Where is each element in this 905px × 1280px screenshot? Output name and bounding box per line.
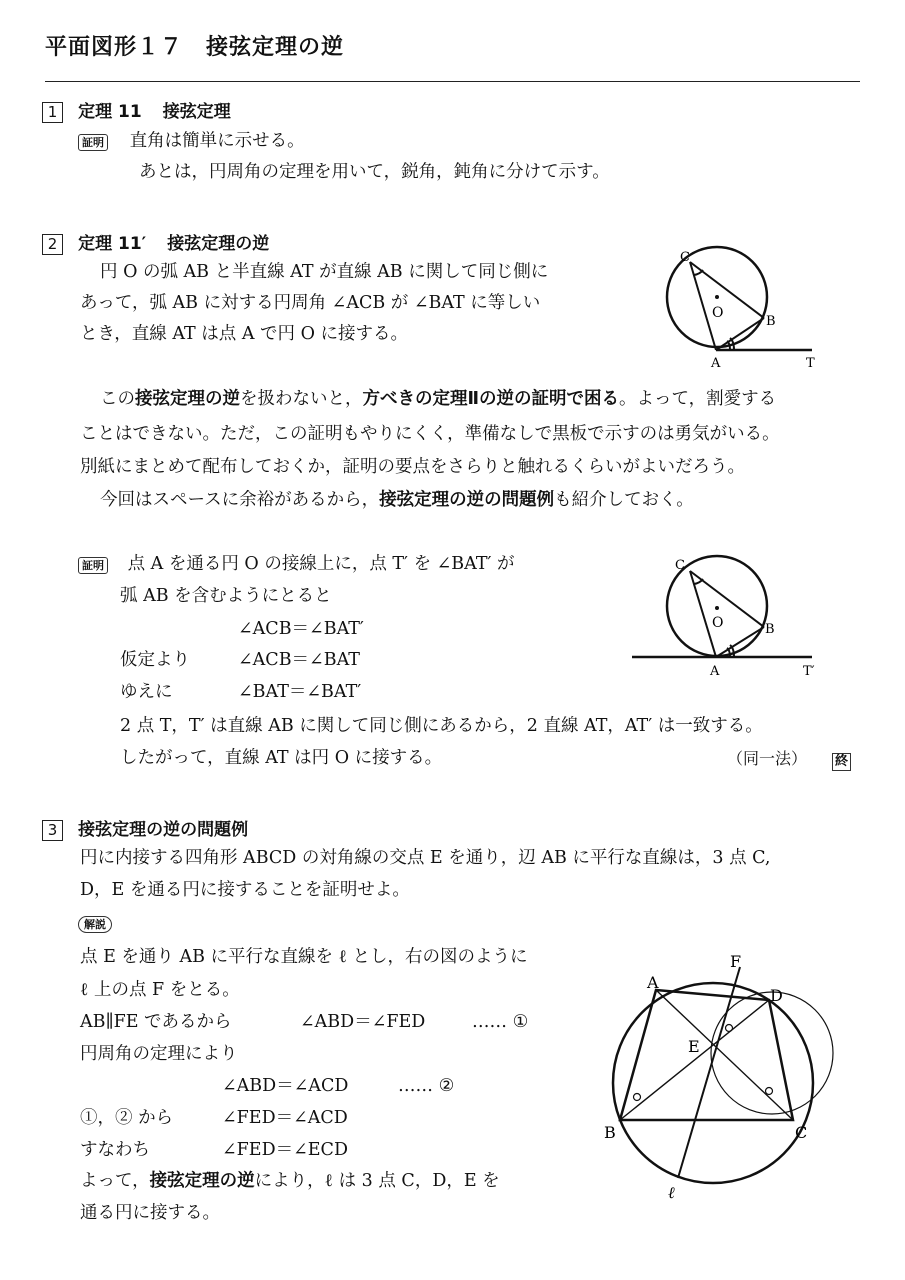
comment-line-2: ことはできない。ただ，この証明もやりにくく，準備なしで黒板で示すのは勇気がいる。 [80,424,780,444]
section-heading: 接弦定理の逆の問題例 [78,820,249,840]
label-a: A [647,973,659,992]
label-c: C [680,250,690,265]
method-note: （同一法） [727,749,808,768]
angle-mark-abd [634,1094,641,1101]
solution-tag: 解説 [78,913,112,933]
sol-eq: ∠ABD＝∠FED [300,1012,426,1032]
proof-text: 直角は簡単に示せる。 [129,131,305,151]
label-c: C [675,558,685,573]
angle-mark-acd [766,1088,773,1095]
proof-line-6: 2 点 T，T′ は直線 AB に関して同じ側にあるから，2 直線 AT，AT′ は一致する。 [120,716,763,736]
comment-line-4 [100,485,694,516]
proof-line-7: したがって，直線 AT は円 O に接する。 [120,748,443,768]
label-d: D [770,986,783,1005]
statement-line: 円 O の弧 AB と半直線 AT が直線 AB に関して同じ側に [100,262,549,282]
section-1-proof-line [78,126,305,157]
label-a: A [711,356,721,371]
label-b: B [765,622,775,637]
sol-line-8 [80,1166,500,1197]
theorem-number: 定理 11 [78,102,142,122]
page-title: 平面図形１７ 接弦定理の逆 [45,35,345,60]
proof-tag: 証明 [78,557,108,574]
label-a: A [710,664,720,679]
section-number: 1 [42,102,63,123]
comment-bold: 方べきの定理Ⅱの逆の証明で困る [362,389,620,409]
label-f: F [730,952,742,971]
sol-label: AB∥FE であるから [80,1012,232,1032]
angle-mark-fed [726,1025,733,1032]
label-o: O [712,615,724,631]
sol-label: すなわち [80,1140,150,1160]
figure-tangent-converse [640,245,840,375]
comment-bold: 接弦定理の逆の問題例 [379,490,555,510]
figure-cyclic-quadrilateral [595,945,845,1205]
sol-label: ①，② から [80,1108,174,1128]
proof-label: ゆえに [120,682,173,702]
problem-line: 円に内接する四角形 ABCD の対角線の交点 E を通り，辺 AB に平行な直線は，3 点 C, [80,848,771,868]
comment-bold: 接弦定理の逆 [135,389,240,409]
proof-eq-3: ∠BAT＝∠BAT′ [238,682,362,702]
segment-cb [690,571,764,627]
theorem-name: 接弦定理の逆 [167,234,270,254]
comment-line-1 [100,384,776,415]
label-e: E [688,1037,700,1056]
sol-line-1: 点 E を通り AB に平行な直線を ℓ とし，右の図のように [80,947,528,967]
label-t: T [806,356,815,371]
proof-label: 仮定より [120,650,190,670]
end-mark: 終 [832,750,851,771]
label-c: C [795,1123,808,1142]
sol-line-4: 円周角の定理により [80,1044,238,1064]
figure-tangent-converse-proof [625,550,840,680]
outer-circle [613,983,813,1183]
proof-line-2: 弧 AB を含むようにとると [120,586,332,606]
section-number: 3 [42,820,63,841]
comment-text: この [100,389,135,409]
comment-text: を扱わないと， [240,389,363,409]
center-dot [715,295,719,299]
sol-text: よって， [80,1171,150,1191]
sol-text: により，ℓ は 3 点 C，D，E を [254,1171,500,1191]
label-b: B [766,314,776,329]
section-3-header [42,815,248,841]
sol-line-2: ℓ 上の点 F をとる。 [80,980,240,1000]
diagonal-ac [656,990,793,1120]
sol-bold: 接弦定理の逆 [149,1171,255,1191]
sol-ref: …… ② [398,1076,455,1096]
label-b: B [604,1123,616,1142]
segment-ab [716,318,764,350]
proof-tag: 証明 [78,134,108,151]
theorem-name: 接弦定理 [162,102,231,122]
label-l: ℓ [668,1183,675,1202]
diagonal-bd [620,1000,769,1120]
title-rule [45,81,860,82]
proof-eq-2: ∠ACB＝∠BAT [238,650,360,670]
segment-cb [690,262,764,318]
sol-ref: …… ① [472,1012,529,1032]
center-dot [715,606,719,610]
proof-text: あとは，円周角の定理を用いて，鋭角，鈍角に分けて示す。 [139,162,610,182]
comment-text: 今回はスペースに余裕があるから， [100,490,380,510]
label-t-prime: T′ [803,664,815,679]
problem-line: D，E を通る円に接することを証明せよ。 [80,880,410,900]
comment-line-3: 別紙にまとめて配布しておくか，証明の要点をさらりと触れるくらいがよいだろう。 [80,457,745,477]
theorem-number: 定理 11′ [78,234,147,254]
line-l [678,967,740,1178]
angle-mark-c [694,579,703,584]
comment-text: 。よって，割愛する [619,389,777,409]
segment-ab [716,627,764,657]
statement-line: とき，直線 AT は点 A で円 O に接する。 [80,324,409,344]
comment-text: も紹介しておく。 [554,490,694,510]
sol-eq: ∠FED＝∠ECD [222,1140,348,1160]
label-o: O [712,305,724,321]
proof-text: 点 A を通る円 O の接線上に，点 T′ を ∠BAT′ が [127,554,515,574]
sol-eq: ∠FED＝∠ACD [222,1108,348,1128]
angle-mark-c [694,270,703,275]
proof-line-1 [78,549,515,580]
sol-line-9: 通る円に接する。 [80,1203,220,1223]
segment-ca [690,571,716,657]
proof-eq-1: ∠ACB＝∠BAT′ [238,619,364,639]
section-number: 2 [42,234,63,255]
section-1-header [42,97,231,123]
section-2-header [42,229,269,255]
statement-line: あって，弧 AB に対する円周角 ∠ACB が ∠BAT に等しい [80,293,541,313]
sol-eq: ∠ABD＝∠ACD [222,1076,349,1096]
